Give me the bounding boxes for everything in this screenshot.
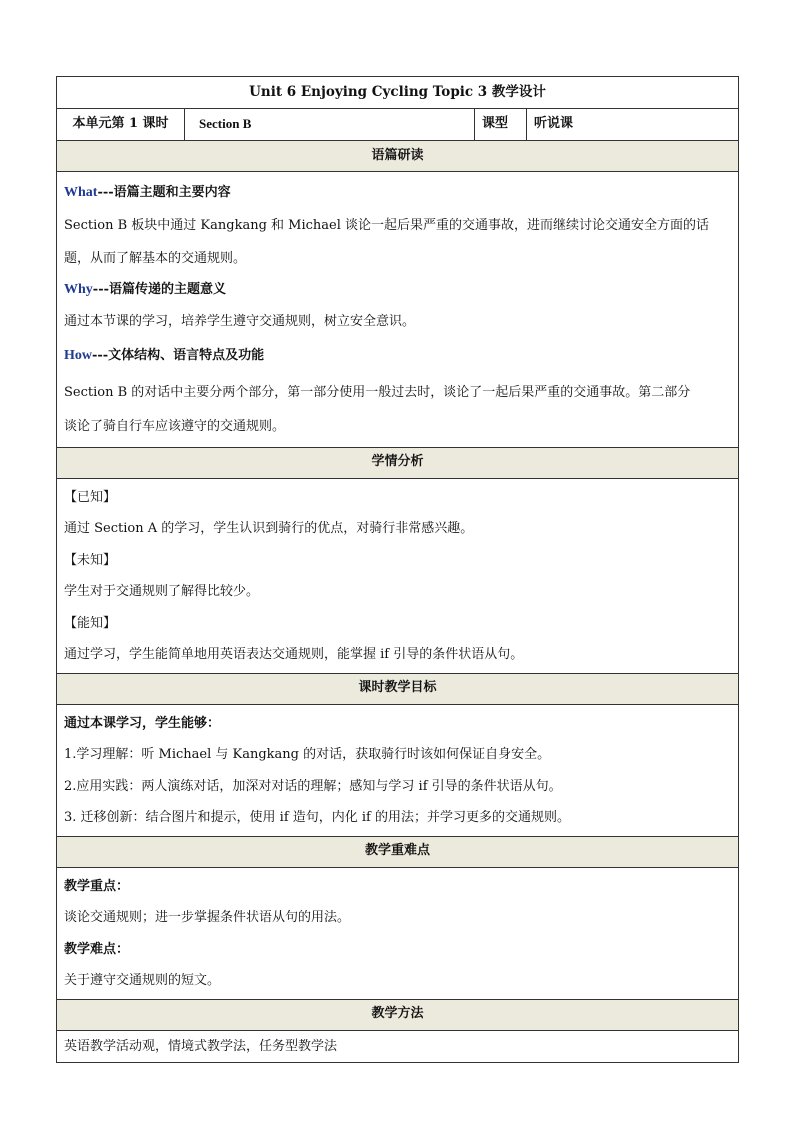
learner-analysis-body-row [57,478,739,673]
objective-item-3: 3. 迁移创新：结合图片和提示，使用 if 造句，内化 if 的用法；并学习更多的交通规则。 [64,810,571,825]
unknown-label: 【未知】 [64,552,117,568]
meta-row [57,109,739,141]
lesson-plan-table [56,76,738,1063]
text-analysis-body-row [57,172,739,448]
objectives-intro: 通过本课学习，学生能够： [64,715,221,731]
methods-body-row [57,1030,739,1063]
able-label: 【能知】 [64,615,117,631]
methods-body [57,1030,739,1063]
what-label: What [64,185,98,200]
difficult-point-label: 教学难点： [64,941,130,957]
objective-item-1: 1.学习理解：听 Michael 与 Kangkang 的对话，获取骑行时该如何保证自身安全。 [64,747,551,762]
how-text-1: Section B 的对话中主要分两个部分，第一部分使用一般过去时，谈论了一起后果严重的交通事故。第二部分 [64,385,691,400]
difficult-point-text: 关于遵守交通规则的短文。 [64,973,221,988]
how-text-2: 谈论了骑自行车应该遵守的交通规则。 [64,419,286,434]
key-points-body-row [57,867,739,999]
text-analysis-body [57,172,739,448]
text-analysis-heading: 语篇研读 [57,141,739,172]
learner-analysis-heading-row [57,447,739,478]
objectives-body-row [57,704,739,836]
what-heading [64,177,731,209]
what-text-2: 题，从而了解基本的交通规则。 [64,250,247,266]
key-point-label: 教学重点： [64,878,130,894]
how-label: How [64,348,92,363]
why-subtitle: ---语篇传递的主题意义 [92,282,226,297]
key-points-body [57,867,739,999]
methods-heading: 教学方法 [57,999,739,1030]
document-title: Unit 6 Enjoying Cycling Topic 3 教学设计 [57,77,739,109]
known-label: 【已知】 [64,489,117,505]
type-label: 课型 [475,109,527,141]
learner-analysis-heading: 学情分析 [57,447,739,478]
objective-item-2: 2.应用实践：两人演练对话，加深对对话的理解；感知与学习 if 引导的条件状语从句。 [64,778,562,794]
why-text-1: 通过本节课的学习，培养学生遵守交通规则，树立安全意识。 [64,313,416,329]
key-points-heading-row [57,836,739,867]
period-label: 本单元第 1 课时 [57,109,185,141]
objectives-body [57,704,739,836]
methods-text: 英语教学活动观，情境式教学法，任务型教学法 [64,1038,338,1054]
type-value: 听说课 [527,109,739,141]
able-text: 通过学习，学生能简单地用英语表达交通规则，能掌握 if 引导的条件状语从句。 [64,647,524,662]
section-value: Section B [185,109,475,141]
objectives-heading-row [57,673,739,704]
methods-heading-row [57,999,739,1030]
objectives-heading: 课时教学目标 [57,673,739,704]
text-analysis-heading-row [57,141,739,172]
key-point-text: 谈论交通规则；进一步掌握条件状语从句的用法。 [64,910,351,925]
key-points-heading: 教学重难点 [57,836,739,867]
how-heading [64,337,731,374]
what-text-1: Section B 板块中通过 Kangkang 和 Michael 谈论一起后果严重的交通事故，进而继续讨论交通安全方面的话 [64,217,710,233]
how-subtitle: ---文体结构、语言特点及功能 [92,348,265,363]
what-subtitle: ---语篇主题和主要内容 [97,185,231,200]
why-heading [64,274,731,306]
unknown-text: 学生对于交通规则了解得比较少。 [64,584,260,599]
learner-analysis-body [57,478,739,673]
why-label: Why [64,282,93,297]
title-row [57,77,739,109]
known-text: 通过 Section A 的学习，学生认识到骑行的优点，对骑行非常感兴趣。 [64,521,474,536]
